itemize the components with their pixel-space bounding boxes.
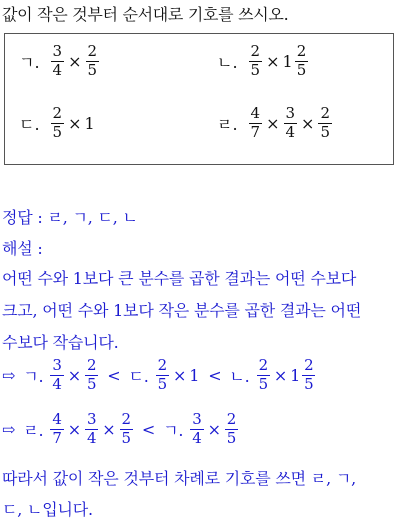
numerator: 2	[86, 356, 97, 374]
choice-a-label: ㄱ.	[163, 420, 184, 440]
fraction	[249, 106, 263, 141]
numerator: 3	[285, 104, 296, 122]
whole-number: 1	[189, 365, 200, 385]
choices-box	[4, 33, 394, 165]
times-sign: ×	[266, 51, 280, 71]
numerator: 2	[250, 42, 261, 60]
question-text: 값이 작은 것부터 순서대로 기호를 쓰시오.	[2, 5, 289, 24]
fraction	[86, 44, 100, 79]
fraction	[85, 412, 98, 447]
choice-b-label: ㄴ.	[217, 52, 238, 72]
denominator: 5	[52, 122, 63, 141]
denominator: 7	[52, 428, 62, 447]
numerator: 4	[52, 410, 62, 428]
fraction	[302, 358, 315, 393]
denominator: 4	[285, 122, 296, 141]
denominator: 5	[304, 374, 314, 393]
less-than-sign: <	[141, 419, 156, 439]
fraction	[156, 358, 169, 393]
denominator: 4	[52, 374, 62, 393]
choice-d-label: ㄹ.	[217, 114, 238, 134]
arrow-icon: ⇨	[2, 365, 16, 385]
numerator: 2	[87, 42, 98, 60]
denominator: 4	[192, 428, 202, 447]
numerator: 2	[121, 410, 131, 428]
fraction	[50, 358, 63, 393]
times-sign: ×	[207, 419, 221, 439]
explanation-line-2: 크고, 어떤 수와 1보다 작은 분수를 곱한 결과는 어떤	[2, 301, 362, 320]
numerator: 2	[304, 356, 314, 374]
choice-d-label: ㄹ.	[23, 420, 44, 440]
denominator: 5	[86, 374, 97, 393]
choice-c-label: ㄷ.	[19, 114, 40, 134]
denominator: 5	[157, 374, 167, 393]
answer-line: 정답 : ㄹ, ㄱ, ㄷ, ㄴ	[2, 208, 138, 227]
choice-b	[217, 44, 309, 79]
fraction	[318, 106, 332, 141]
comparison-row-2	[2, 412, 239, 447]
fraction	[284, 106, 298, 141]
times-sign: ×	[67, 365, 81, 385]
denominator: 5	[320, 122, 330, 141]
times-sign: ×	[67, 419, 81, 439]
fraction	[257, 358, 270, 393]
times-sign: ×	[266, 113, 280, 133]
denominator: 5	[87, 60, 98, 79]
comparison-row-1	[2, 358, 316, 393]
fraction	[85, 358, 98, 393]
explanation-title: 해설 :	[2, 239, 43, 258]
choice-b-label: ㄴ.	[229, 366, 250, 386]
times-sign: ×	[68, 113, 82, 133]
numerator: 4	[250, 104, 261, 122]
choice-a-label: ㄱ.	[23, 366, 44, 386]
arrow-icon: ⇨	[2, 419, 16, 439]
denominator: 5	[296, 60, 307, 79]
whole-number: 1	[282, 51, 293, 71]
choice-a-label: ㄱ.	[19, 52, 40, 72]
choice-c-label: ㄷ.	[128, 366, 149, 386]
fraction	[190, 412, 203, 447]
choice-c	[19, 106, 96, 141]
denominator: 4	[52, 60, 63, 79]
fraction	[51, 106, 65, 141]
numerator: 2	[296, 42, 307, 60]
whole-number: 1	[84, 113, 95, 133]
numerator: 3	[86, 410, 97, 428]
fraction	[51, 44, 65, 79]
numerator: 2	[226, 410, 237, 428]
denominator: 4	[86, 428, 97, 447]
numerator: 2	[258, 356, 268, 374]
denominator: 7	[250, 122, 261, 141]
numerator: 2	[52, 104, 63, 122]
explanation-line-1: 어떤 수와 1보다 큰 분수를 곱한 결과는 어떤 수보다	[2, 269, 357, 288]
less-than-sign: <	[107, 365, 121, 385]
fraction	[225, 412, 238, 447]
times-sign: ×	[173, 365, 187, 385]
denominator: 5	[258, 374, 268, 393]
choice-a	[19, 44, 100, 79]
less-than-sign: <	[208, 365, 222, 385]
fraction	[295, 44, 309, 79]
times-sign: ×	[273, 365, 288, 385]
denominator: 5	[250, 60, 261, 79]
fraction	[249, 44, 263, 79]
choice-d	[217, 106, 333, 141]
numerator: 3	[52, 42, 63, 60]
fraction	[120, 412, 133, 447]
conclusion-line-1: 따라서 값이 작은 것부터 차례로 기호를 쓰면 ㄹ, ㄱ,	[2, 469, 356, 488]
numerator: 2	[320, 104, 330, 122]
denominator: 5	[121, 428, 131, 447]
fraction	[50, 412, 63, 447]
denominator: 5	[226, 428, 237, 447]
numerator: 2	[157, 356, 167, 374]
conclusion-line-2: ㄷ, ㄴ입니다.	[2, 500, 93, 519]
times-sign: ×	[102, 419, 116, 439]
whole-number: 1	[290, 365, 301, 385]
numerator: 3	[192, 410, 202, 428]
times-sign: ×	[301, 113, 315, 133]
numerator: 3	[52, 356, 62, 374]
times-sign: ×	[68, 51, 82, 71]
explanation-line-3: 수보다 작습니다.	[2, 333, 119, 352]
